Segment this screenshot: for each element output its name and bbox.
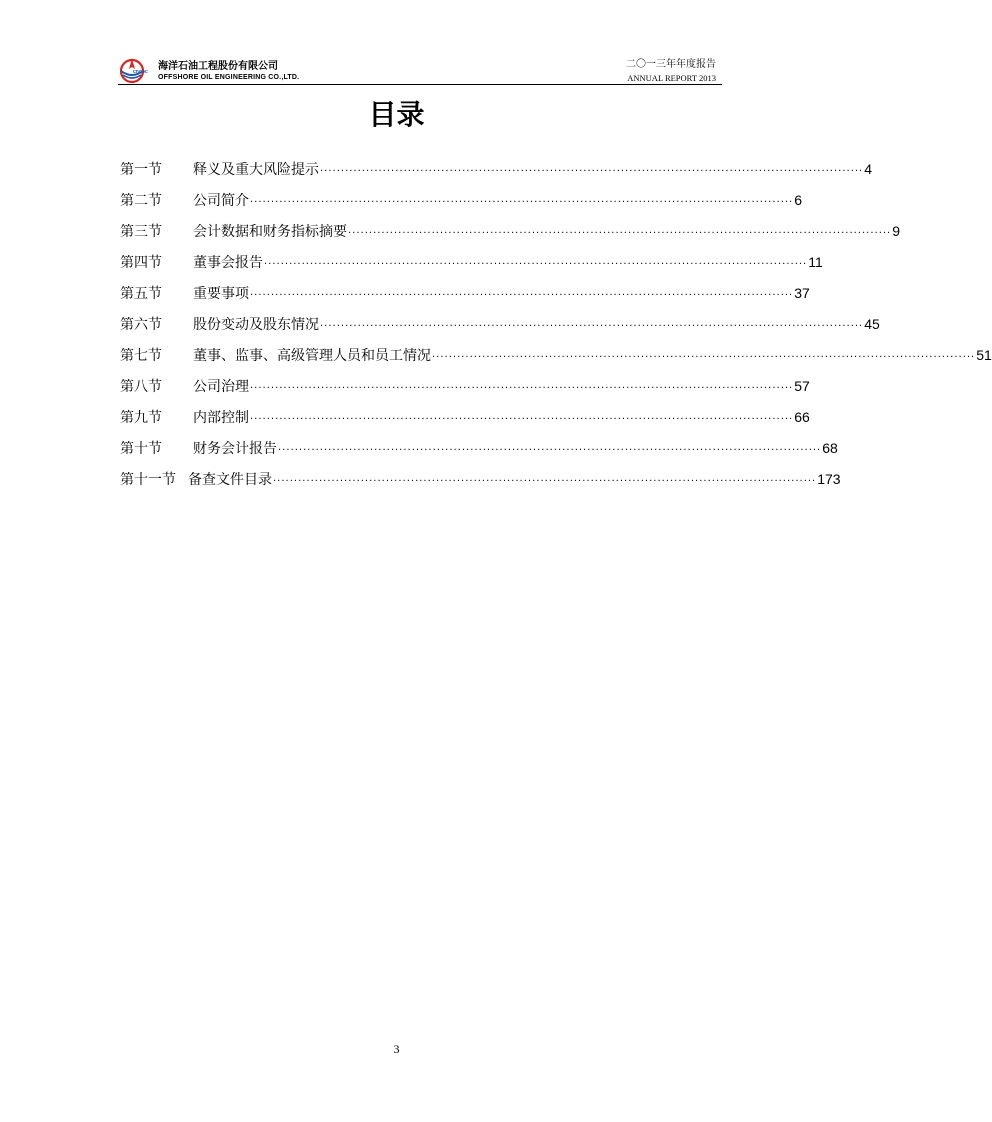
toc-section-number: 第十一节 [120,472,176,488]
toc-page-number: 45 [864,316,880,332]
toc-section-title: 释义及重大风险提示 [193,162,319,178]
toc-leader-dots [348,221,891,247]
toc-entry-6[interactable] [120,311,880,342]
company-name-en: OFFSHORE OIL ENGINEERING CO.,LTD. [158,74,300,81]
toc-page-number: 9 [892,223,901,239]
toc-page-number: 66 [794,409,810,425]
toc-section-number: 第六节 [120,317,162,333]
toc-entry-1[interactable] [120,156,873,187]
toc-entry-11[interactable] [120,466,841,497]
toc-section-number: 第一节 [120,162,162,178]
toc-leader-dots [250,190,793,216]
toc-section-title: 会计数据和财务指标摘要 [193,224,347,240]
toc-section-number: 第九节 [120,410,162,426]
page-number: 3 [393,1042,400,1056]
toc-leader-dots [278,438,821,464]
toc-leader-dots [250,376,793,402]
toc-section-title: 公司简介 [193,193,249,209]
toc-section-title: 财务会计报告 [193,441,277,457]
toc-section-title: 内部控制 [193,410,249,426]
toc-section-title: 股份变动及股东情况 [193,317,319,333]
report-title-en: ANNUAL REPORT 2013 [627,73,716,83]
toc-leader-dots [273,469,816,495]
toc-section-number: 第十节 [120,441,162,457]
page-header [118,55,722,85]
toc-page-number: 51 [976,347,992,363]
toc-section-number: 第二节 [120,193,162,209]
toc-leader-dots [264,252,807,278]
cnooc-logo-icon [118,57,146,83]
table-of-contents [120,156,992,497]
toc-section-number: 第三节 [120,224,162,240]
header-divider [118,84,722,85]
toc-section-number: 第五节 [120,286,162,302]
toc-leader-dots [320,159,863,185]
toc-page-number: 4 [864,161,873,177]
logo-text: cnooc [133,69,148,75]
toc-entry-10[interactable] [120,435,838,466]
page-title: 目录 [368,98,425,131]
toc-leader-dots [320,314,863,340]
toc-page-number: 68 [822,440,838,456]
toc-section-number: 第四节 [120,255,162,271]
toc-section-title: 董事、监事、高级管理人员和员工情况 [193,348,431,364]
toc-entry-9[interactable] [120,404,810,435]
toc-section-number: 第八节 [120,379,162,395]
toc-page-number: 173 [817,471,841,487]
toc-section-title: 备查文件目录 [188,472,272,488]
toc-entry-8[interactable] [120,373,810,404]
toc-page-number: 57 [794,378,810,394]
toc-section-title: 董事会报告 [193,255,263,271]
toc-section-title: 重要事项 [193,286,249,302]
toc-section-number: 第七节 [120,348,162,364]
toc-page-number: 6 [794,192,803,208]
toc-leader-dots [432,345,975,371]
toc-entry-4[interactable] [120,249,823,280]
company-name-cn: 海洋石油工程股份有限公司 [158,61,278,72]
toc-leader-dots [250,407,793,433]
toc-page-number: 11 [808,254,823,270]
toc-entry-5[interactable] [120,280,810,311]
toc-entry-3[interactable] [120,218,901,249]
toc-entry-7[interactable] [120,342,992,373]
toc-page-number: 37 [794,285,810,301]
toc-leader-dots [250,283,793,309]
toc-entry-2[interactable] [120,187,803,218]
report-title-cn: 二〇一三年年度报告 [626,59,716,70]
toc-section-title: 公司治理 [193,379,249,395]
